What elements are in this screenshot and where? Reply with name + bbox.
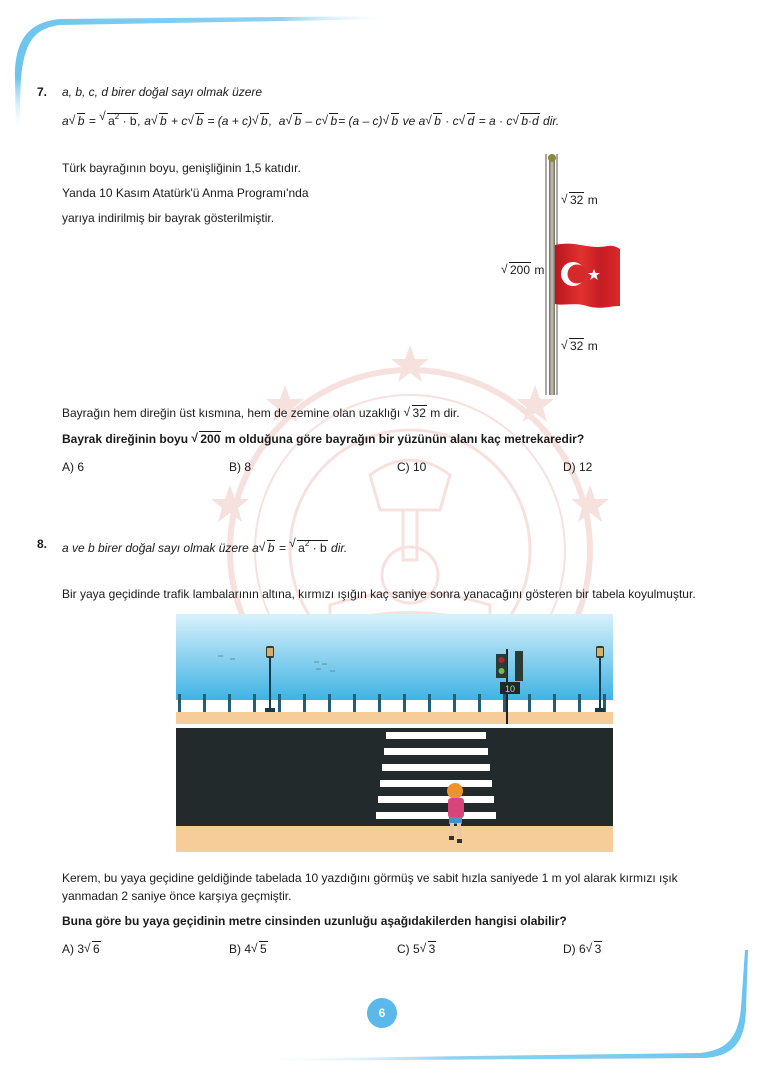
question-7-paragraph-line-3: yarıya indirilmiş bir bayrak gösterilmiştir. <box>62 211 275 225</box>
question-8-option-d[interactable]: D) 6√ 3 <box>563 942 602 956</box>
label-bottom-distance: √ 32 m <box>561 339 598 353</box>
flag-pole-figure <box>495 148 635 398</box>
frame-bottom-curve <box>250 950 748 1061</box>
flag-crescent-inner <box>568 265 587 284</box>
question-7-paragraph-line-1: Türk bayrağının boyu, genişliğinin 1,5 katıdır. <box>62 161 301 175</box>
label-pole-height: √ 200 m <box>501 263 544 277</box>
question-7-option-b[interactable]: B) 8 <box>229 460 252 474</box>
page-number-badge: 6 <box>367 998 397 1028</box>
frame-top-curve <box>15 16 395 80</box>
question-8-story-line-1: Kerem, bu yaya geçidine geldiğinde tabelada 10 yazdığını görmüş ve sabit hızla saniyede 1 m yol alarak kırmızı ışık <box>62 871 678 885</box>
question-8-story-line-2: yanmadan 2 saniye önce karşıya geçmiştir. <box>62 889 292 903</box>
question-7-number: 7. <box>37 85 48 99</box>
question-8-paragraph: Bir yaya geçidinde trafik lambalarının altına, kırmızı ışığın kaç saniye sonra yanacağını gösteren bir tabela koyulmuştur. <box>62 587 696 601</box>
question-7-prompt: Bayrak direğinin boyu √ 200 m olduğuna göre bayrağın bir yüzünün alanı kaç metrekaredir? <box>62 432 584 446</box>
question-7-statement: Bayrağın hem direğin üst kısmına, hem de zemine olan uzaklığı √ 32 m dir. <box>62 406 460 420</box>
sidewalk-bottom <box>176 826 613 852</box>
question-8-option-c[interactable]: C) 5√ 3 <box>397 942 436 956</box>
road <box>176 728 613 826</box>
question-7-option-c[interactable]: C) 10 <box>397 460 427 474</box>
countdown-display: 10 <box>504 684 516 694</box>
question-7-option-d[interactable]: D) 12 <box>563 460 593 474</box>
crosswalk-illustration <box>176 614 613 854</box>
question-8-number: 8. <box>37 537 48 551</box>
frame-left-edge <box>15 78 21 135</box>
question-8-prompt: Buna göre bu yaya geçidinin metre cinsinden uzunluğu aşağıdakilerden hangisi olabilir? <box>62 914 567 928</box>
question-8-intro: a ve b birer doğal sayı olmak üzere a√ b = √ $a^2 \cdot b$ dir. <box>62 537 347 555</box>
question-7-option-a[interactable]: A) 6 <box>62 460 85 474</box>
question-7-paragraph-line-2: Yanda 10 Kasım Atatürk'ü Anma Programı'nda <box>62 186 309 200</box>
label-top-distance: √ 32 m <box>561 193 598 207</box>
sidewalk-top <box>176 712 613 724</box>
pole <box>549 160 555 395</box>
question-7-formula: a√ b = √ $a^2 \cdot b$, a√ b + c√ b = (a + c)√ b, a√ b – c√ b= (a – c)√ b ve a√ b · c√ d = a · c√ b·d dir. <box>62 110 559 128</box>
pole-finial <box>548 154 556 162</box>
question-7-intro: a, b, c, d birer doğal sayı olmak üzere <box>62 85 263 99</box>
sky <box>176 614 613 700</box>
question-8-option-a[interactable]: A) 3√ 6 <box>62 942 101 956</box>
question-8-option-b[interactable]: B) 4√ 5 <box>229 942 268 956</box>
